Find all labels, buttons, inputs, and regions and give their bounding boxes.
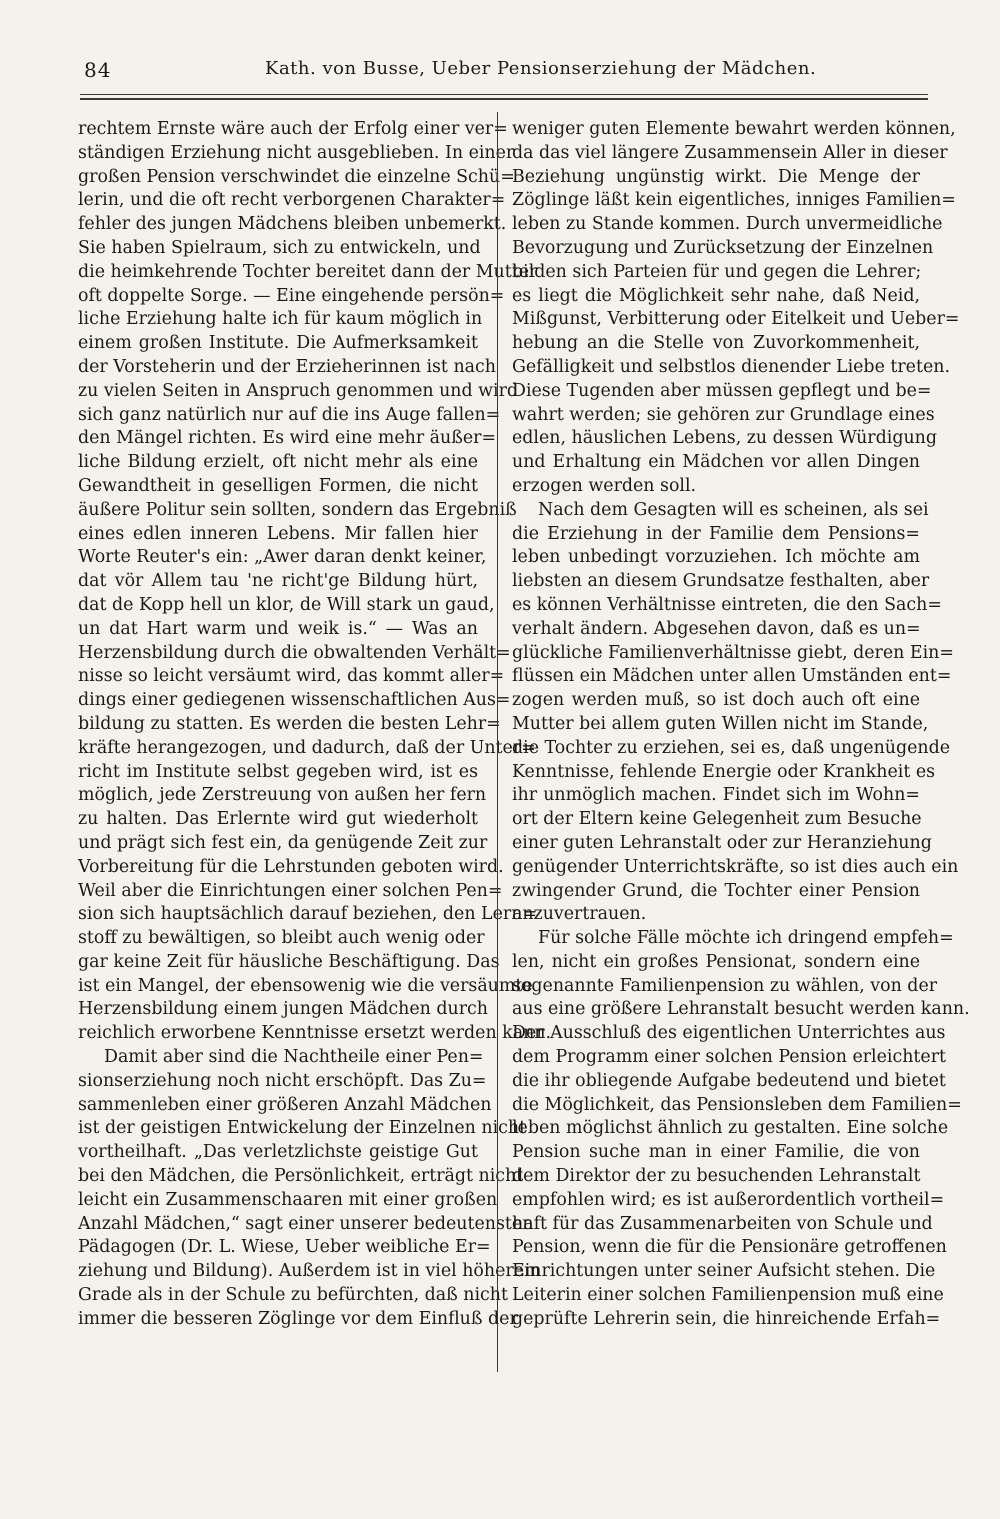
text-line: oft doppelte Sorge. — Eine eingehende persön= xyxy=(78,285,505,306)
text-line: anzuvertrauen. xyxy=(512,904,647,925)
text-line: Weil aber die Einrichtungen einer solchen Pen= xyxy=(78,880,503,901)
text-line: dem Direktor der zu besuchenden Lehranstalt xyxy=(512,1166,921,1187)
text-line: eines edlen inneren Lebens. Mir fallen hier xyxy=(78,523,478,544)
text-line: zu halten. Das Erlernte wird gut wiederholt xyxy=(78,809,478,830)
text-line: stoff zu bewältigen, so bleibt auch wenig oder xyxy=(78,928,485,949)
text-line: ist ein Mangel, der ebensowenig wie die versäumte xyxy=(78,975,533,996)
text-line: hebung an die Stelle von Zuvorkommenheit, xyxy=(512,333,920,354)
text-line: ort der Eltern keine Gelegenheit zum Besuche xyxy=(512,809,922,830)
text-line: sion sich hauptsächlich darauf beziehen, den Lern= xyxy=(78,904,537,925)
text-line: ihr unmöglich machen. Findet sich im Wohn= xyxy=(512,785,920,806)
text-line: Sie haben Spielraum, sich zu entwickeln, und xyxy=(78,237,481,258)
text-line: glückliche Familienverhältnisse giebt, deren Ein= xyxy=(512,642,954,663)
text-line: weniger guten Elemente bewahrt werden können, xyxy=(512,119,956,139)
text-line: nisse so leicht versäumt wird, das kommt aller= xyxy=(78,666,505,687)
text-line: aus eine größere Lehranstalt besucht werden kann. xyxy=(512,999,970,1020)
text-line: da das viel längere Zusammensein Aller in dieser xyxy=(512,142,948,163)
header-rule-thick xyxy=(80,98,928,100)
text-line: Diese Tugenden aber müssen gepflegt und be= xyxy=(512,380,932,401)
text-line: wahrt werden; sie gehören zur Grundlage eines xyxy=(512,404,935,425)
text-line: Gewandtheit in geselligen Formen, die nicht xyxy=(78,475,478,496)
text-line: Vorbereitung für die Lehrstunden geboten wird. xyxy=(78,856,504,877)
text-line: Anzahl Mädchen,“ sagt einer unserer bedeutensten xyxy=(78,1213,534,1234)
text-line: die Tochter zu erziehen, sei es, daß ungenügende xyxy=(512,737,951,758)
text-line: bilden sich Parteien für und gegen die Lehrer; xyxy=(512,261,922,282)
text-line: Mißgunst, Verbitterung oder Eitelkeit und Ueber= xyxy=(512,309,960,330)
text-line: einer guten Lehranstalt oder zur Heranziehung xyxy=(512,832,932,853)
text-line: es können Verhältnisse eintreten, die den Sach= xyxy=(512,594,942,615)
page-header xyxy=(80,56,930,90)
text-line: un dat Hart warm und weik is.“ — Was an xyxy=(78,618,478,639)
column-divider xyxy=(497,112,498,1372)
text-line: haft für das Zusammenarbeiten von Schule und xyxy=(512,1213,933,1234)
text-line: Grade als in der Schule zu befürchten, daß nicht xyxy=(78,1285,508,1306)
text-line: der Vorsteherin und der Erzieherinnen ist nach xyxy=(78,356,496,377)
text-line: richt im Institute selbst gegeben wird, ist es xyxy=(78,761,478,782)
left-column xyxy=(78,118,552,1332)
text-line: einem großen Institute. Die Aufmerksamkeit xyxy=(78,333,478,354)
text-line: Leiterin einer solchen Familienpension muß eine xyxy=(512,1285,944,1306)
text-line: sich ganz natürlich nur auf die ins Auge fallen= xyxy=(78,404,501,425)
text-line: reichlich erworbene Kenntnisse ersetzt werden kann. xyxy=(78,1023,552,1044)
text-line: bildung zu statten. Es werden die besten Lehr= xyxy=(78,713,501,734)
text-line: die Erziehung in der Familie dem Pensions= xyxy=(512,523,920,544)
text-line: zu vielen Seiten in Anspruch genommen und wird xyxy=(78,380,519,401)
text-line: genügender Unterrichtskräfte, so ist dies auch ein xyxy=(512,856,959,877)
text-line: dem Programm einer solchen Pension erleichtert xyxy=(512,1047,946,1068)
text-line: äußere Politur sein sollten, sondern das Ergebniß xyxy=(78,499,517,520)
text-line: möglich, jede Zerstreuung von außen her fern xyxy=(78,785,487,806)
text-line: Pension, wenn die für die Pensionäre getroffenen xyxy=(512,1237,947,1258)
text-line: Bevorzugung und Zurücksetzung der Einzelnen xyxy=(512,237,934,258)
text-line: liebsten an diesem Grundsatze festhalten, aber xyxy=(512,571,930,592)
text-line: Der Ausschluß des eigentlichen Unterrichtes aus xyxy=(512,1023,946,1044)
text-line: Mutter bei allem guten Willen nicht im Stande, xyxy=(512,713,929,734)
text-line: Gefälligkeit und selbstlos dienender Liebe treten. xyxy=(512,356,950,377)
text-line: Für solche Fälle möchte ich dringend empfeh= xyxy=(538,928,954,949)
text-line: empfohlen wird; es ist außerordentlich vortheil= xyxy=(512,1189,945,1210)
text-line: gar keine Zeit für häusliche Beschäftigung. Das xyxy=(78,951,500,972)
text-line: bei den Mädchen, die Persönlichkeit, erträgt nicht xyxy=(78,1166,524,1187)
text-line: leicht ein Zusammenschaaren mit einer großen xyxy=(78,1189,498,1210)
text-line: Einrichtungen unter seiner Aufsicht stehen. Die xyxy=(512,1261,936,1282)
text-line: zwingender Grund, die Tochter einer Pension xyxy=(512,880,920,901)
text-line: sogenannte Familienpension zu wählen, von der xyxy=(512,975,938,996)
text-line: Worte Reuter's ein: „Awer daran denkt keiner, xyxy=(78,547,487,568)
text-line: edlen, häuslichen Lebens, zu dessen Würdigung xyxy=(512,428,937,449)
text-line: die heimkehrende Tochter bereitet dann der Mutter xyxy=(78,261,538,282)
text-line: len, nicht ein großes Pensionat, sondern eine xyxy=(512,951,920,972)
text-line: ständigen Erziehung nicht ausgeblieben. In einer xyxy=(78,142,515,163)
text-line: dings einer gediegenen wissenschaftlichen Aus= xyxy=(78,690,511,711)
header-rule-thin xyxy=(80,94,928,95)
text-line: Pension suche man in einer Familie, die von xyxy=(512,1142,920,1163)
text-line: liche Bildung erzielt, oft nicht mehr als eine xyxy=(78,452,478,473)
text-line: vortheilhaft. „Das verletzlichste geistige Gut xyxy=(78,1142,478,1163)
text-line: die ihr obliegende Aufgabe bedeutend und bietet xyxy=(512,1070,946,1091)
text-line: Zöglinge läßt kein eigentliches, inniges Familien= xyxy=(512,190,956,211)
text-line: dat vör Allem tau 'ne richt'ge Bildung hürt, xyxy=(78,571,478,592)
text-line: lerin, und die oft recht verborgenen Charakter= xyxy=(78,190,506,211)
right-column xyxy=(512,118,970,1332)
text-line: immer die besseren Zöglinge vor dem Einfluß der xyxy=(78,1308,518,1329)
text-line: es liegt die Möglichkeit sehr nahe, daß Neid, xyxy=(512,285,920,306)
text-line: erzogen werden soll. xyxy=(512,475,697,496)
text-line: kräfte herangezogen, und dadurch, daß der Unter= xyxy=(78,737,536,758)
text-line: zogen werden muß, so ist doch auch oft eine xyxy=(512,690,920,711)
text-line: sammenleben einer größeren Anzahl Mädchen xyxy=(78,1094,492,1115)
text-line: flüssen ein Mädchen unter allen Umständen ent= xyxy=(512,666,952,687)
text-line: leben möglichst ähnlich zu gestalten. Eine solche xyxy=(512,1118,949,1139)
text-line: Beziehung ungünstig wirkt. Die Menge der xyxy=(512,166,920,187)
text-line: verhalt ändern. Abgesehen davon, daß es un= xyxy=(512,618,921,639)
text-line: Nach dem Gesagten will es scheinen, als sei xyxy=(538,499,929,520)
text-line: den Mängel richten. Es wird eine mehr äußer= xyxy=(78,428,497,449)
text-line: liche Erziehung halte ich für kaum möglich in xyxy=(78,309,483,330)
text-line: ziehung und Bildung). Außerdem ist in viel höherem xyxy=(78,1261,541,1282)
text-line: Pädagogen (Dr. L. Wiese, Ueber weibliche Er= xyxy=(78,1237,491,1258)
running-head: Kath. von Busse, Ueber Pensionserziehung der Mädchen. xyxy=(265,58,817,79)
text-line: Kenntnisse, fehlende Energie oder Krankheit es xyxy=(512,761,936,782)
text-line: sionserziehung noch nicht erschöpft. Das Zu= xyxy=(78,1070,487,1091)
text-line: und prägt sich fest ein, da genügende Zeit zur xyxy=(78,832,488,853)
text-line: Damit aber sind die Nachtheile einer Pen= xyxy=(104,1047,484,1068)
text-line: dat de Kopp hell un klor, de Will stark un gaud, xyxy=(78,594,495,615)
text-line: die Möglichkeit, das Pensionsleben dem Familien= xyxy=(512,1094,962,1115)
text-line: leben zu Stande kommen. Durch unvermeidliche xyxy=(512,214,943,235)
page-number: 84 xyxy=(84,58,112,82)
text-line: und Erhaltung ein Mädchen vor allen Dingen xyxy=(512,452,920,473)
text-line: geprüfte Lehrerin sein, die hinreichende Erfah= xyxy=(512,1308,941,1329)
text-line: großen Pension verschwindet die einzelne Schü= xyxy=(78,166,515,187)
text-line: ist der geistigen Entwickelung der Einzelnen nicht xyxy=(78,1118,527,1139)
text-line: Herzensbildung durch die obwaltenden Verhält= xyxy=(78,642,511,663)
text-line: Herzensbildung einem jungen Mädchen durch xyxy=(78,999,488,1020)
text-line: leben unbedingt vorzuziehen. Ich möchte am xyxy=(512,547,920,568)
text-line: fehler des jungen Mädchens bleiben unbemerkt. xyxy=(78,214,507,235)
text-line: rechtem Ernste wäre auch der Erfolg einer ver= xyxy=(78,119,508,139)
